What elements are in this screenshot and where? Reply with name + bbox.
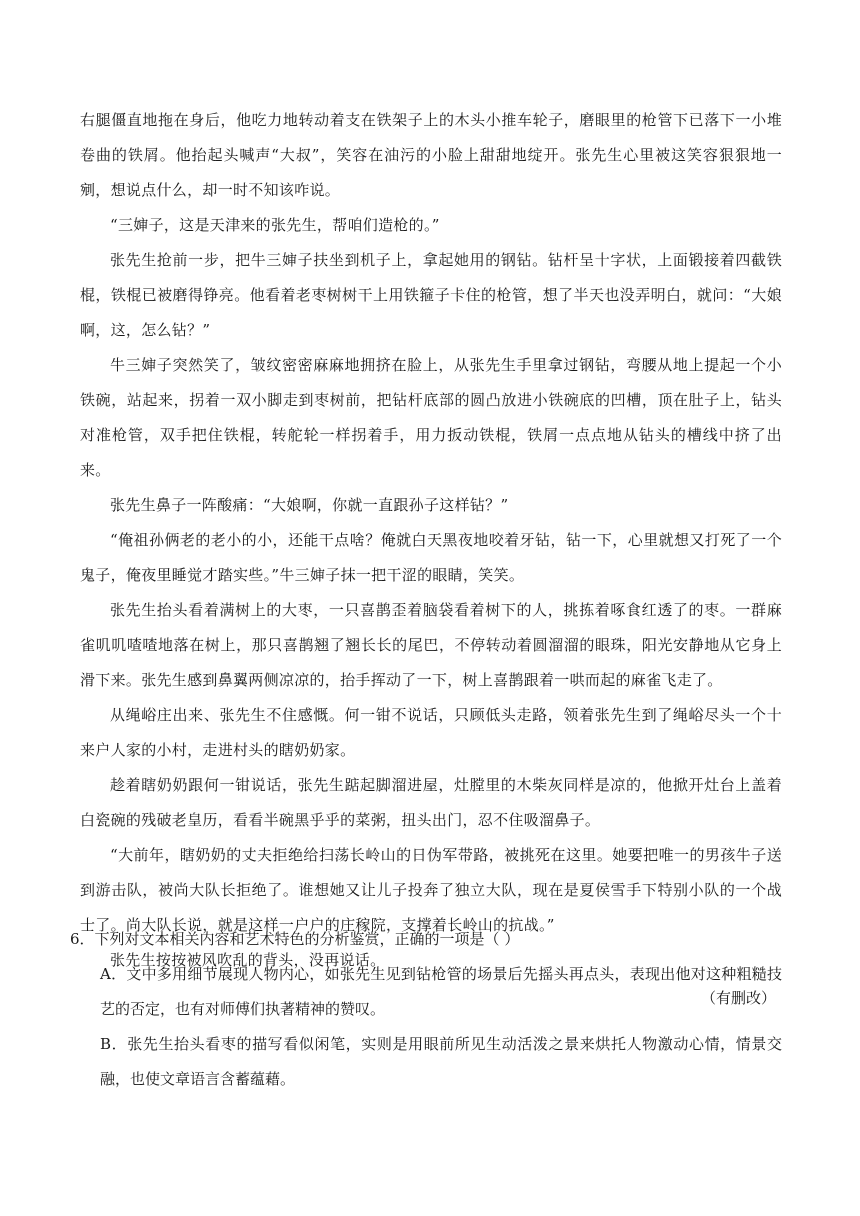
passage-paragraph: 张先生抬头看着满树上的大枣，一只喜鹊歪着脑袋看着树下的人，挑拣着啄食红透了的枣。一群麻雀叽叽喳喳地落在树上，那只喜鹊翘了翘长长的尾巴，不停转动着圆溜溜的眼珠，阳光安静地从它身上滑下来。张先生感到鼻翼两侧凉凉的，抬手挥动了一下，树上喜鹊跟着一哄而起的麻雀飞走了。 (80, 601, 782, 689)
option-b[interactable]: B．张先生抬头看枣的描写看似闲笔，实则是用眼前所见生动活泼之景来烘托人物激动心情，情景交融，也使文章语言含蓄蕴藉。 (100, 1035, 782, 1088)
passage-paragraph: “三婶子，这是天津来的张先生，帮咱们造枪的。” (110, 216, 440, 234)
passage-paragraph: “大前年，瞎奶奶的丈夫拒绝给扫荡长岭山的日伪军带路，被挑死在这里。她要把唯一的男孩牛子送到游击队，被尚大队长拒绝了。谁想她又让儿子投奔了独立大队，现在是夏侯雪手下特别小队的一个战士了。尚大队长说，就是这样一户户的庄稼院，支撑着长岭山的抗战。” (80, 846, 782, 934)
passage-paragraph: 趁着瞎奶奶跟何一钳说话，张先生踮起脚溜进屋，灶膛里的木柴灰同样是凉的，他掀开灶台上盖着白瓷碗的残破老皇历，看看半碗黑乎乎的菜粥，扭头出门，忍不住吸溜鼻子。 (80, 776, 782, 829)
passage-paragraph: 从绳峪庄出来、张先生不住感慨。何一钳不说话，只顾低头走路，领着张先生到了绳峪尽头一个十来户人家的小村，走进村头的瞎奶奶家。 (80, 706, 782, 759)
source-note: （有删改） (700, 989, 776, 1007)
passage-paragraph: 右腿僵直地拖在身后，他吃力地转动着支在铁架子上的木头小推车轮子，磨眼里的枪管下已落下一小堆卷曲的铁屑。他抬起头喊声“大叔”，笑容在油污的小脸上甜甜地绽开。张先生心里被这笑容狠狠地一剜，想说点什么，却一时不知该咋说。 (80, 111, 782, 199)
passage-paragraph: 牛三婶子突然笑了，皱纹密密麻麻地拥挤在脸上，从张先生手里拿过钢钻，弯腰从地上提起一个小铁碗，站起来，拐着一双小脚走到枣树前，把钻杆底部的圆凸放进小铁碗底的凹槽，顶在肚子上，钻头对准枪管，双手把住铁棍，转舵轮一样拐着手，用力扳动铁棍，铁屑一点点地从钻头的槽线中挤了出来。 (80, 356, 782, 479)
option-a[interactable]: A．文中多用细节展现人物内心，如张先生见到钻枪管的场景后先摇头再点头，表现出他对这种粗糙技艺的否定，也有对师傅们执著精神的赞叹。 (100, 965, 782, 1018)
question-6 (70, 922, 782, 1097)
passage (80, 103, 782, 1016)
passage-paragraph: 张先生鼻子一阵酸痛：“大娘啊，你就一直跟孙子这样钻？” (110, 496, 509, 514)
question-stem: 6．下列对文本相关内容和艺术特色的分析鉴赏，正确的一项是（ ） (70, 930, 520, 948)
passage-paragraph: 张先生按按被风吹乱的背头，没再说话。 (110, 951, 386, 969)
passage-paragraph: “俺祖孙俩老的老小的小，还能干点啥？俺就白天黑夜地咬着牙钻，钻一下，心里就想又打死了一个鬼子，俺夜里睡觉才踏实些。”牛三婶子抹一把干涩的眼睛，笑笑。 (80, 531, 782, 584)
passage-paragraph: 张先生抢前一步，把牛三婶子扶坐到机子上，拿起她用的钢钻。钻杆呈十字状，上面锻接着四截铁棍，铁棍已被磨得铮亮。他看着老枣树树干上用铁箍子卡住的枪管，想了半天也没弄明白，就问：“大娘啊，这，怎么钻？” (80, 251, 782, 339)
